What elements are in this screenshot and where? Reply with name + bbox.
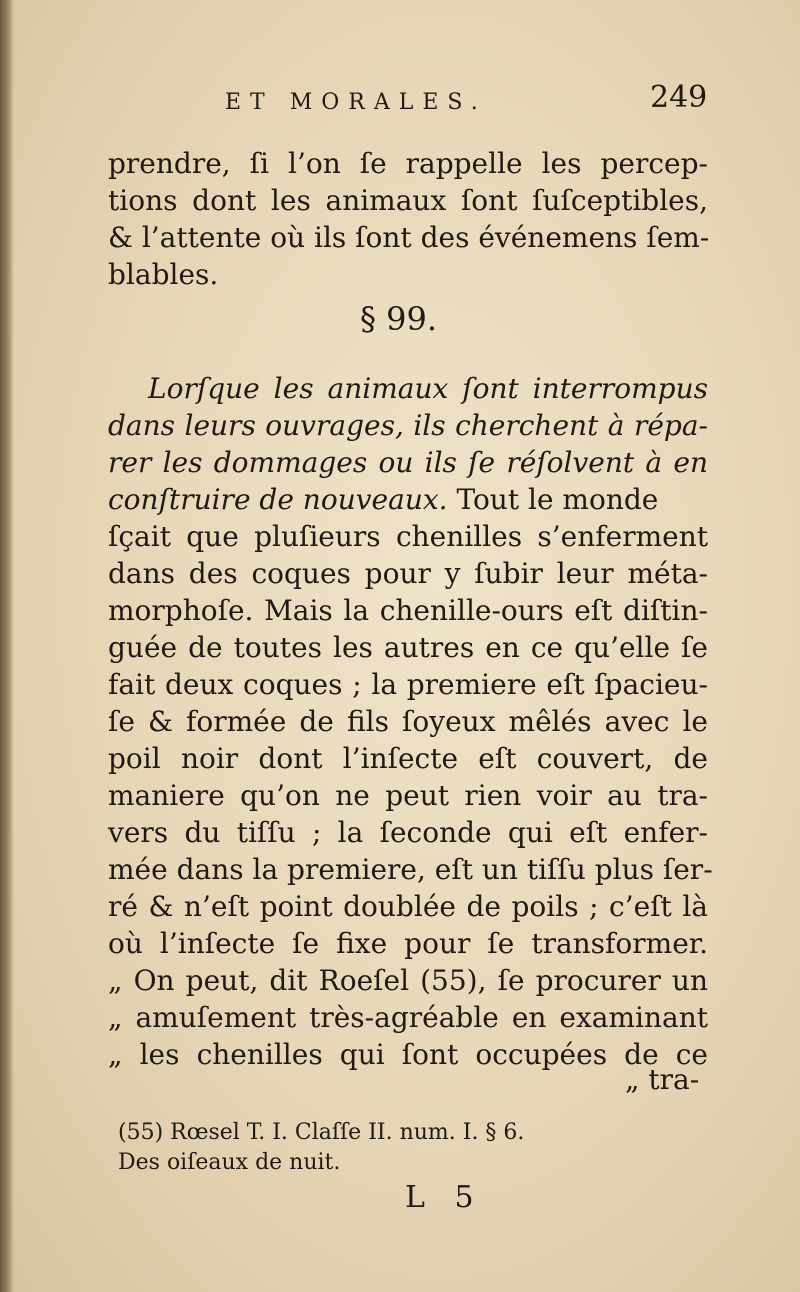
paragraph-main xyxy=(108,370,713,1073)
running-head-rest: ORALES. xyxy=(321,90,487,115)
footnote-line: Des oiſeaux de nuit. xyxy=(118,1150,341,1175)
italic-fragment: conſtruire de nouveaux. xyxy=(108,483,448,516)
text-line: maniere qu’on ne peut rien voir au tra- xyxy=(108,779,708,812)
roman-fragment: Tout le monde xyxy=(447,483,659,516)
text-line: dans des coques pour y ſubir leur méta- xyxy=(108,557,708,590)
running-head xyxy=(225,78,487,118)
text-line: mée dans la premiere, eſt un tiſſu plus ſer- xyxy=(108,853,713,886)
paragraph-top xyxy=(108,145,708,293)
running-head-first: ET M xyxy=(225,90,322,115)
text-line: prendre, ſi l’on ſe rappelle les percep- xyxy=(108,147,708,180)
catchword: „ tra- xyxy=(625,1063,700,1096)
text-line: où l’inſecte ſe fixe pour ſe transformer. xyxy=(108,927,708,960)
text-line: ſe & formée de fils ſoyeux mêlés avec le xyxy=(108,705,708,738)
section-heading: § 99. xyxy=(360,300,438,338)
text-line-mixed xyxy=(108,481,708,518)
footnote xyxy=(118,1118,524,1178)
text-line: guée de toutes les autres en ce qu’elle ſe xyxy=(108,631,708,664)
text-line: blables. xyxy=(108,258,219,291)
text-line: morphoſe. Mais la chenille-ours eſt diſtin- xyxy=(108,594,708,627)
signature-mark: L 5 xyxy=(405,1180,484,1215)
text-line: vers du tiſſu ; la ſeconde qui eſt enfer- xyxy=(108,816,708,849)
text-line: & l’attente où ils ſont des événemens ſem- xyxy=(108,221,710,254)
text-line: tions dont les animaux ſont ſuſceptibles, xyxy=(108,184,708,217)
text-line: ſçait que pluſieurs chenilles s’enferment xyxy=(108,520,708,553)
footnote-line: (55) Rœsel T. I. Claſſe II. num. I. § 6. xyxy=(118,1120,525,1145)
text-line: „ amuſement très-agréable en examinant xyxy=(108,1001,708,1034)
text-line: poil noir dont l’inſecte eſt couvert, de xyxy=(108,742,708,775)
text-line: „ les chenilles qui ſont occupées de ce xyxy=(108,1038,708,1071)
text-line: fait deux coques ; la premiere eſt ſpacieu- xyxy=(108,668,708,701)
text-line: „ On peut, dit Roeſel (55), ſe procurer un xyxy=(108,964,708,997)
text-line: ré & n’eſt point doublée de poils ; c’eſt là xyxy=(108,890,708,923)
binding-edge xyxy=(0,0,14,1292)
page-number: 249 xyxy=(650,80,708,115)
text-line: rer les dommages ou ils ſe réſolvent à en xyxy=(108,446,708,479)
text-line: dans leurs ouvrages, ils cherchent à répa- xyxy=(108,409,708,442)
text-line: Lorſque les animaux ſont interrompus xyxy=(148,372,708,405)
